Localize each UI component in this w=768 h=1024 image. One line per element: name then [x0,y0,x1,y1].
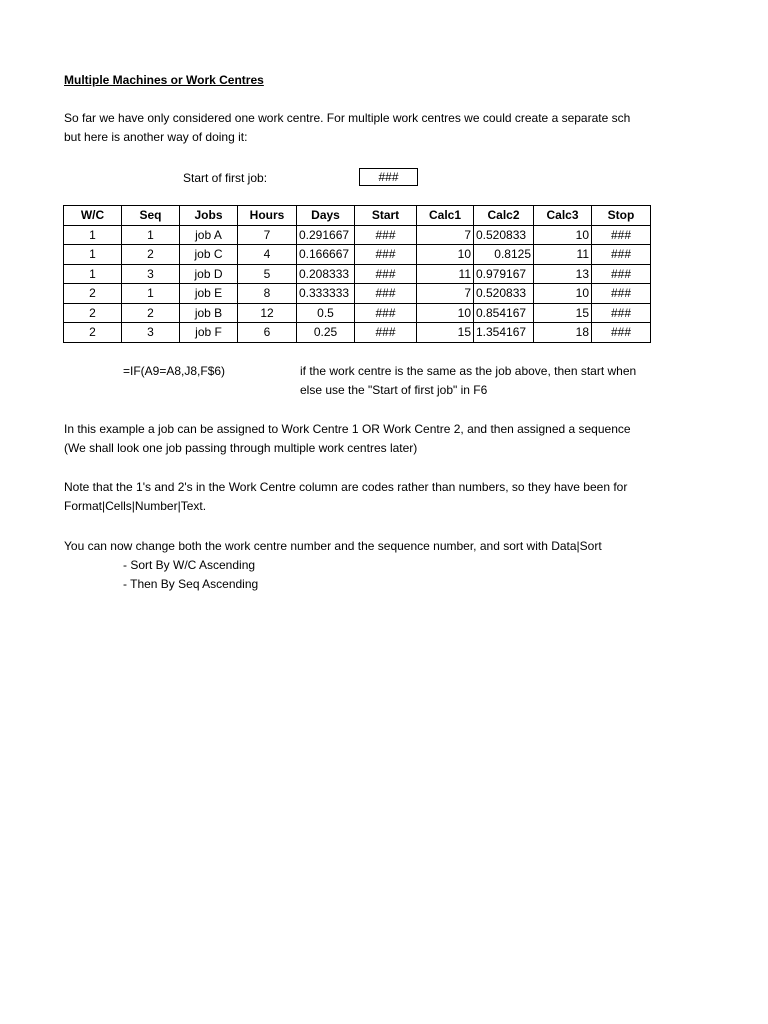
cell-wc[interactable]: 2 [64,303,122,323]
cell-hours[interactable]: 12 [238,303,297,323]
cell-job[interactable]: job D [180,264,238,284]
table-row [64,245,651,265]
header-stop: Stop [592,206,651,226]
cell-calc3[interactable]: 10 [534,284,592,304]
cell-start[interactable]: ### [355,264,417,284]
cell-calc3[interactable]: 15 [534,303,592,323]
note-line-1: Note that the 1's and 2's in the Work Centre column are codes rather than numbers, so they have been for [64,480,628,494]
header-seq: Seq [122,206,180,226]
cell-job[interactable]: job F [180,323,238,343]
cell-wc[interactable]: 2 [64,284,122,304]
cell-job[interactable]: job A [180,225,238,245]
cell-wc[interactable]: 2 [64,323,122,343]
cell-days[interactable]: 0.333333 [297,284,355,304]
cell-job[interactable]: job B [180,303,238,323]
schedule-table [63,205,651,343]
intro-line-2: but here is another way of doing it: [64,130,248,144]
cell-calc3[interactable]: 10 [534,225,592,245]
cell-calc2[interactable]: 1.354167 [474,323,534,343]
example-line-2: (We shall look one job passing through multiple work centres later) [64,441,418,455]
cell-calc1[interactable]: 7 [417,284,474,304]
cell-seq[interactable]: 2 [122,303,180,323]
cell-days[interactable]: 0.166667 [297,245,355,265]
cell-days[interactable]: 0.208333 [297,264,355,284]
table-row [64,225,651,245]
header-wc: W/C [64,206,122,226]
cell-stop[interactable]: ### [592,245,651,265]
header-calc2: Calc2 [474,206,534,226]
cell-stop[interactable]: ### [592,264,651,284]
cell-seq[interactable]: 3 [122,323,180,343]
cell-calc1[interactable]: 10 [417,245,474,265]
cell-days[interactable]: 0.5 [297,303,355,323]
header-calc3: Calc3 [534,206,592,226]
cell-wc[interactable]: 1 [64,245,122,265]
cell-hours[interactable]: 4 [238,245,297,265]
header-jobs: Jobs [180,206,238,226]
cell-start[interactable]: ### [355,323,417,343]
cell-start[interactable]: ### [355,225,417,245]
cell-start[interactable]: ### [355,284,417,304]
intro-line-1: So far we have only considered one work centre. For multiple work centres we could create a separate sch [64,111,631,125]
table-header-row [64,206,651,226]
start-of-first-job-label: Start of first job: [183,171,268,185]
cell-stop[interactable]: ### [592,323,651,343]
table-row [64,284,651,304]
cell-hours[interactable]: 6 [238,323,297,343]
table-row [64,264,651,284]
cell-start[interactable]: ### [355,245,417,265]
cell-calc2[interactable]: 0.979167 [474,264,534,284]
page-title: Multiple Machines or Work Centres [64,73,264,87]
cell-calc3[interactable]: 11 [534,245,592,265]
cell-calc3[interactable]: 13 [534,264,592,284]
header-calc1: Calc1 [417,206,474,226]
sort-step-2: - Then By Seq Ascending [123,577,259,591]
cell-calc2[interactable]: 0.8125 [474,245,534,265]
cell-calc1[interactable]: 10 [417,303,474,323]
header-start: Start [355,206,417,226]
header-days: Days [297,206,355,226]
cell-hours[interactable]: 7 [238,225,297,245]
table-row [64,323,651,343]
cell-stop[interactable]: ### [592,225,651,245]
cell-calc2[interactable]: 0.854167 [474,303,534,323]
cell-wc[interactable]: 1 [64,225,122,245]
cell-seq[interactable]: 1 [122,284,180,304]
cell-start[interactable]: ### [355,303,417,323]
cell-calc1[interactable]: 15 [417,323,474,343]
cell-job[interactable]: job C [180,245,238,265]
cell-wc[interactable]: 1 [64,264,122,284]
cell-seq[interactable]: 3 [122,264,180,284]
cell-seq[interactable]: 2 [122,245,180,265]
table-row [64,303,651,323]
start-of-first-job-cell[interactable]: ### [359,168,418,186]
cell-seq[interactable]: 1 [122,225,180,245]
sort-intro: You can now change both the work centre number and the sequence number, and sort with Data|Sort [64,539,602,553]
cell-calc3[interactable]: 18 [534,323,592,343]
cell-calc2[interactable]: 0.520833 [474,225,534,245]
cell-stop[interactable]: ### [592,303,651,323]
header-hours: Hours [238,206,297,226]
note-line-2: Format|Cells|Number|Text. [64,499,207,513]
example-line-1: In this example a job can be assigned to Work Centre 1 OR Work Centre 2, and then assigned a sequence [64,422,631,436]
cell-calc1[interactable]: 11 [417,264,474,284]
cell-stop[interactable]: ### [592,284,651,304]
cell-calc1[interactable]: 7 [417,225,474,245]
formula-text: =IF(A9=A8,J8,F$6) [123,364,226,378]
formula-explanation-line-2: else use the "Start of first job" in F6 [300,383,488,397]
formula-explanation-line-1: if the work centre is the same as the job above, then start when [300,364,637,378]
cell-days[interactable]: 0.291667 [297,225,355,245]
cell-days[interactable]: 0.25 [297,323,355,343]
cell-job[interactable]: job E [180,284,238,304]
cell-hours[interactable]: 8 [238,284,297,304]
cell-calc2[interactable]: 0.520833 [474,284,534,304]
sort-step-1: - Sort By W/C Ascending [123,558,256,572]
cell-hours[interactable]: 5 [238,264,297,284]
